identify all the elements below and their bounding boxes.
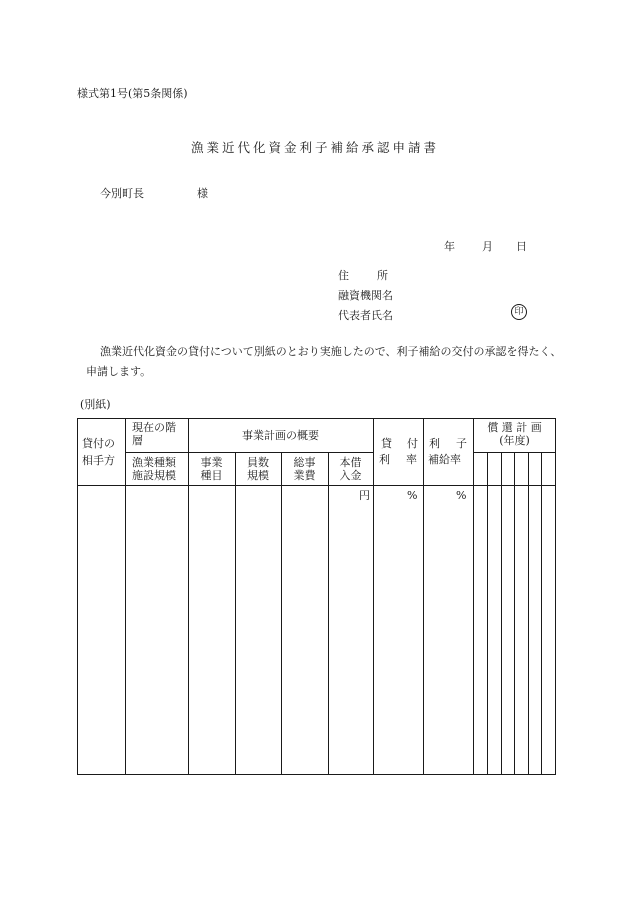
document-title: 漁業近代化資金利子補給承認申請書 — [190, 140, 439, 155]
unit-percent-loan: % — [407, 489, 418, 502]
addressee: 今別町長 — [100, 187, 144, 200]
header-cost-line-2: 業費 — [293, 469, 316, 482]
header-subsidy-rate — [423, 437, 473, 466]
header-current-position — [132, 421, 176, 447]
applicant-institution-label: 融資機関名 — [338, 289, 393, 302]
header-business-type — [188, 456, 235, 482]
header-borrowing-line-1: 本借 — [339, 456, 362, 469]
header-member-line-2: 規模 — [247, 469, 269, 482]
loan-rate-char-4: 率 — [406, 453, 417, 466]
header-plan-overview: 事業計画の概要 — [242, 429, 319, 442]
header-member-line-1: 員数 — [247, 456, 269, 469]
form-number: 様式第1号(第5条関係) — [77, 87, 188, 100]
loan-rate-char-3: 利 — [379, 453, 390, 466]
repayment-line-1: 償 還 計 画 — [487, 421, 542, 434]
address-label-part-1: 住 — [338, 269, 349, 282]
attachment-label: (別紙) — [80, 398, 111, 411]
date-year-label: 年 — [444, 240, 455, 253]
repayment-line-2: (年度) — [499, 434, 530, 447]
subsidy-rate-char-2: 子 — [456, 437, 467, 450]
subsidy-rate-char-1: 利 — [429, 437, 440, 450]
header-fishery-type — [132, 456, 176, 482]
header-type-line-2: 施設規模 — [132, 469, 176, 482]
application-statement: 漁業近代化資金の貸付について別紙のとおり実施したので、利子補給の交付の承認を得たく、申請します。 — [86, 345, 562, 378]
header-position-line-1: 現在の階 — [132, 421, 176, 434]
header-total-cost — [281, 456, 328, 482]
header-repayment-plan — [473, 421, 556, 447]
header-member-scale — [235, 456, 281, 482]
subsidy-rate-line-2: 補給率 — [428, 453, 461, 466]
header-borrowing-line-2: 入金 — [339, 469, 362, 482]
header-biz-type-line-1: 事業 — [200, 456, 223, 469]
loan-rate-char-1: 貸 — [381, 437, 392, 450]
header-type-line-1: 漁業種類 — [132, 456, 176, 469]
header-borrower — [82, 437, 115, 467]
header-borrower-line-2: 相手方 — [82, 454, 115, 467]
header-biz-type-line-2: 種目 — [200, 469, 223, 482]
seal-mark: 印 — [511, 304, 527, 320]
date-day-label: 日 — [516, 240, 527, 253]
header-borrower-line-1: 貸付の — [82, 437, 115, 450]
header-borrowing — [328, 456, 373, 482]
honorific: 様 — [197, 187, 208, 200]
loan-rate-char-2: 付 — [407, 437, 418, 450]
header-loan-rate — [373, 437, 423, 466]
unit-percent-subsidy: % — [456, 489, 467, 502]
date-month-label: 月 — [482, 240, 493, 253]
address-label-part-2: 所 — [377, 269, 388, 282]
header-cost-line-1: 総事 — [293, 456, 316, 469]
applicant-representative-label: 代表者氏名 — [338, 309, 393, 322]
header-position-line-2: 層 — [132, 434, 143, 447]
unit-yen: 円 — [359, 489, 370, 502]
